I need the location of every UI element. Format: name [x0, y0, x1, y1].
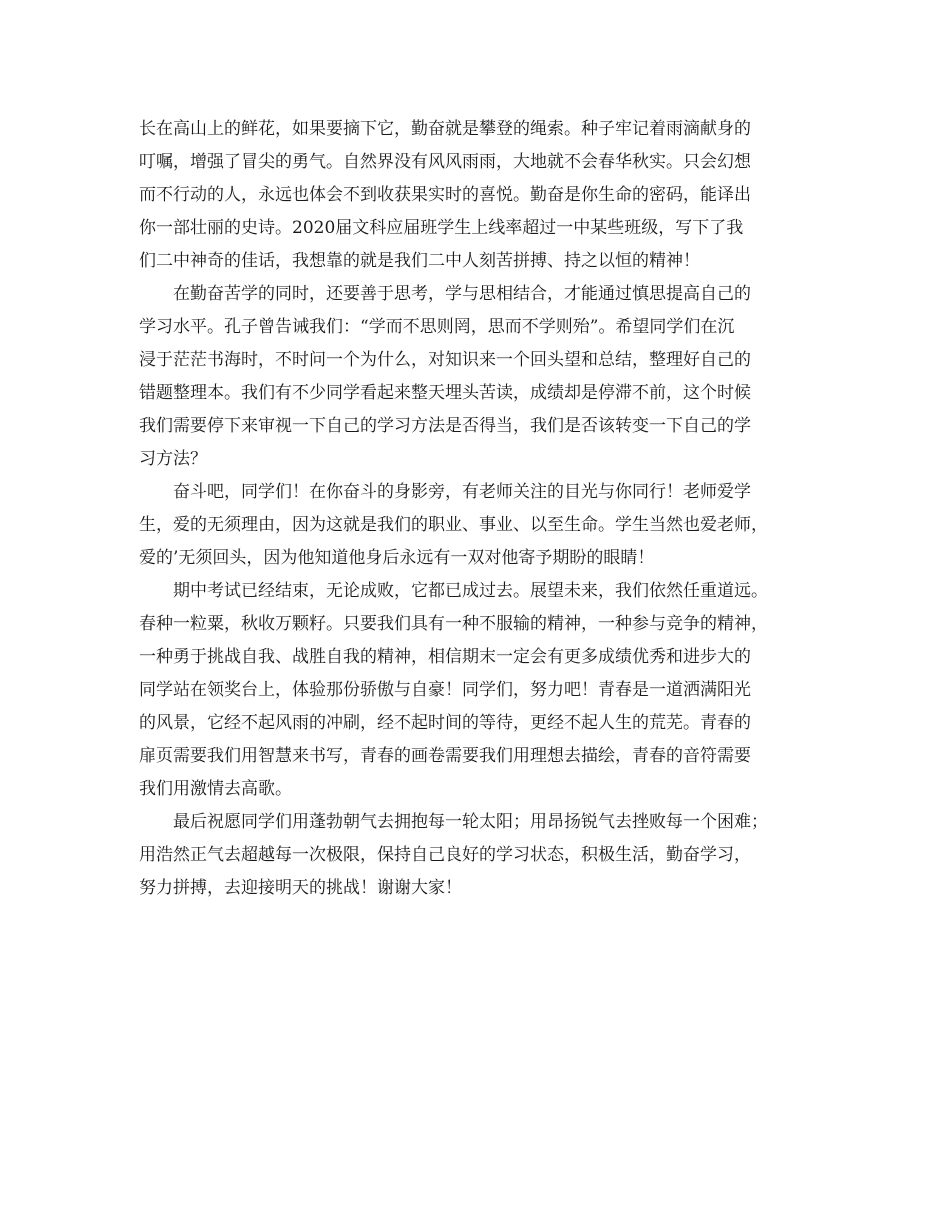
paragraph-first-line: 最后祝愿同学们用蓬勃朝气去拥抱每一轮太阳；用昂扬锐气去挫败每一个困难；	[173, 812, 768, 832]
text-line: 们二中神奇的佳话，我想靠的就是我们二中人刻苦拼搏、持之以恒的精神！	[139, 251, 700, 271]
paragraph-first-line: 期中考试已经结束，无论成败，它都已成过去。展望未来，我们依然任重道远。	[173, 581, 768, 601]
text-line: 用浩然正气去超越每一次极限，保持自己良好的学习状态，积极生活，勤奋学习，	[139, 845, 751, 865]
paragraph-first-line: 奋斗吧，同学们！在你奋斗的身影旁，有老师关注的目光与你同行！老师爱学	[173, 482, 751, 502]
text-line: 一种勇于挑战自我、战胜自我的精神，相信期末一定会有更多成绩优秀和进步大的	[139, 647, 751, 667]
text-line: 浸于茫茫书海时，不时问一个为什么，对知识来一个回头望和总结，整理好自己的	[139, 350, 751, 370]
text-line: 春种一粒粟，秋收万颗籽。只要我们具有一种不服输的精神，一种参与竞争的精神，	[139, 614, 768, 634]
text-line: 同学站在领奖台上，体验那份骄傲与自豪！同学们，努力吧！青春是一道洒满阳光	[139, 680, 751, 700]
text-line: 你一部壮丽的史诗。2020届文科应届班学生上线率超过一中某些班级，写下了我	[139, 218, 744, 238]
text-line: 扉页需要我们用智慧来书写，青春的画卷需要我们用理想去描绘，青春的音符需要	[139, 746, 751, 766]
text-line: 学习水平。孔子曾告诫我们：“学而不思则罔，思而不学则殆”。希望同学们在沉	[139, 317, 735, 337]
text-line: 叮嘱，增强了冒尖的勇气。自然界没有风风雨雨，大地就不会春华秋实。只会幻想	[139, 152, 751, 172]
text-line: 我们需要停下来审视一下自己的学习方法是否得当，我们是否该转变一下自己的学	[139, 416, 751, 436]
text-line: 努力拼搏，去迎接明天的挑战！谢谢大家！	[139, 878, 462, 898]
text-line: 爱的’无须回头，因为他知道他身后永远有一双对他寄予期盼的眼睛！	[139, 548, 655, 568]
document-body	[139, 113, 819, 905]
text-line: 生，爱的无须理由，因为这就是我们的职业、事业、以至生命。学生当然也爱老师，	[139, 515, 768, 535]
text-line: 长在高山上的鲜花，如果要摘下它，勤奋就是攀登的绳索。种子牢记着雨滴献身的	[139, 119, 751, 139]
text-line: 我们用激情去高歌。	[139, 779, 292, 799]
paragraph-first-line: 在勤奋苦学的同时，还要善于思考，学与思相结合，才能通过慎思提高自己的	[173, 284, 751, 304]
text-line: 的风景，它经不起风雨的冲刷，经不起时间的等待，更经不起人生的荒芜。青春的	[139, 713, 751, 733]
text-line: 错题整理本。我们有不少同学看起来整天埋头苦读，成绩却是停滞不前，这个时候	[139, 383, 751, 403]
text-line: 而不行动的人，永远也体会不到收获果实时的喜悦。勤奋是你生命的密码，能译出	[139, 185, 751, 205]
text-line: 习方法？	[139, 449, 207, 469]
